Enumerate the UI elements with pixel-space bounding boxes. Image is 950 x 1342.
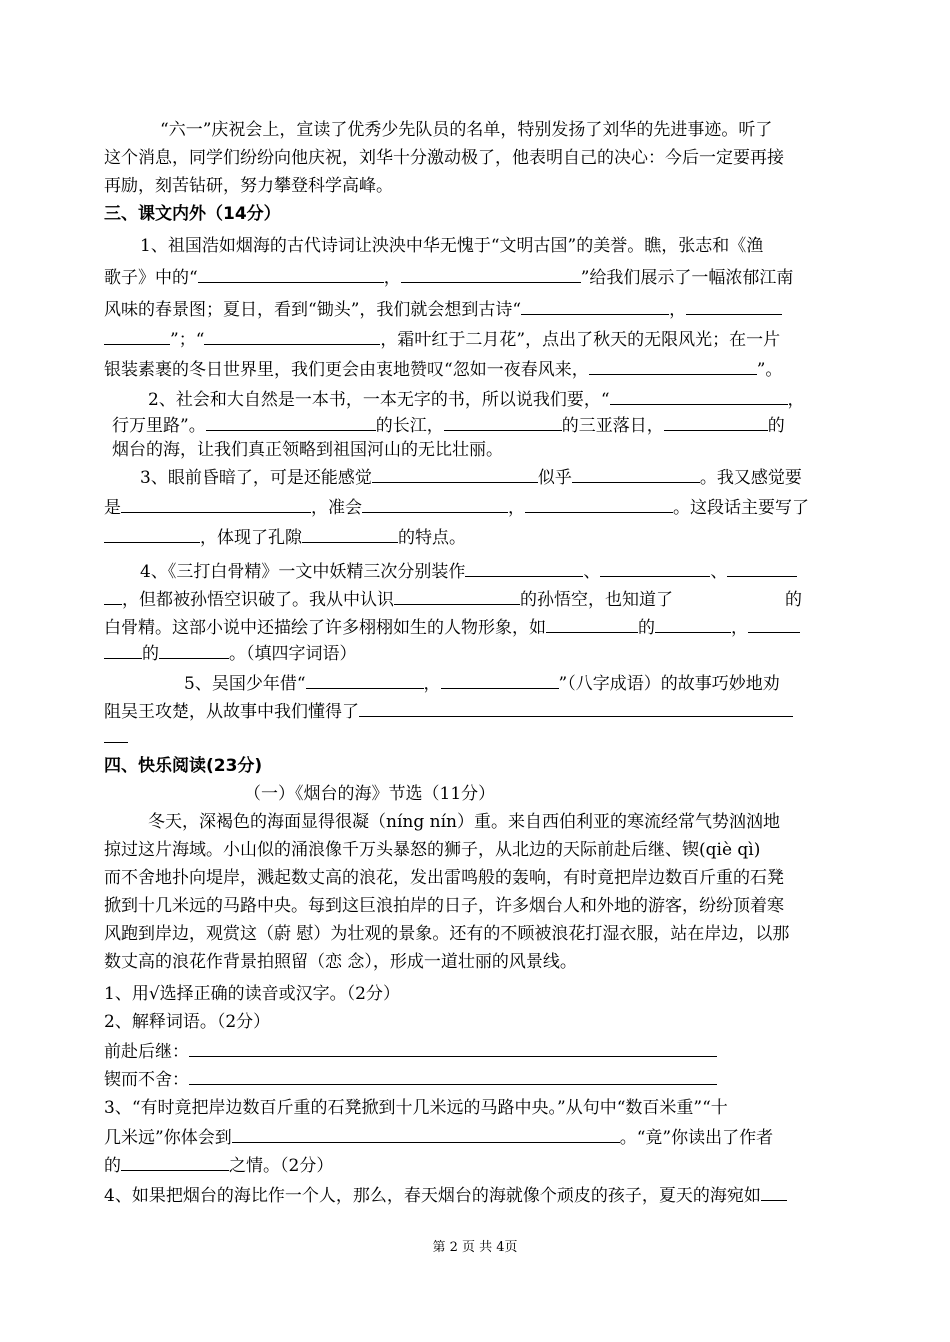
answer-blank[interactable]: [727, 556, 797, 577]
answer-blank[interactable]: [104, 722, 128, 743]
answer-blank[interactable]: [232, 1122, 620, 1143]
page-footer: 第 2 页 共 4页: [432, 1240, 518, 1255]
answer-blank[interactable]: [206, 410, 376, 431]
answer-blank[interactable]: [600, 556, 710, 577]
answer-blank[interactable]: [572, 462, 700, 483]
answer-blank[interactable]: [546, 612, 638, 633]
s3-q5-line-3: [104, 722, 128, 752]
answer-blank[interactable]: [104, 638, 142, 659]
answer-blank[interactable]: [189, 1036, 717, 1057]
s3-q3-line-1: 3、眼前昏暗了，可是还能感觉 似乎 。我又感觉要: [140, 462, 802, 492]
answer-blank[interactable]: [362, 492, 508, 513]
answer-blank[interactable]: [204, 324, 380, 345]
s3-q4-line-4: 的 。（填四字词语）: [104, 638, 357, 668]
intro-line-2: 这个消息，同学们纷纷向他庆祝，刘华十分激动极了，他表明自己的决心：今后一定要再接: [104, 148, 784, 168]
reading-para-line-5: 风跑到岸边，观赏这（蔚 慰）为壮观的景象。还有的不顾被浪花打湿衣服，站在岸边，以那: [104, 924, 790, 944]
answer-blank[interactable]: [159, 638, 229, 659]
answer-blank[interactable]: [521, 294, 669, 315]
s3-q1-line-4: ”；“ ，霜叶红于二月花”，点出了秋天的无限风光；在一片: [104, 324, 780, 354]
answer-blank[interactable]: [104, 522, 200, 543]
s4-q3-line-3: 的 之情。（2分）: [104, 1150, 333, 1180]
answer-blank[interactable]: [610, 384, 788, 405]
answer-blank[interactable]: [198, 262, 384, 283]
answer-blank[interactable]: [401, 262, 581, 283]
reading-para-line-3: 而不舍地扑向堤岸，溅起数丈高的浪花，发出雷鸣般的轰响，有时竟把岸边数百斤重的石凳: [104, 868, 784, 888]
intro-line-3: 再励，刻苦钻研，努力攀登科学高峰。: [104, 176, 393, 196]
s3-q1-line-3: 风味的春景图；夏日，看到“锄头”，我们就会想到古诗“ ，: [104, 294, 782, 324]
s4-q3-line-2: 几米远”你体会到 。“竟”你读出了作者: [104, 1122, 773, 1152]
s3-q4-line-3: 白骨精。这部小说中还描绘了许多栩栩如生的人物形象，如 的 ，: [104, 612, 800, 642]
s3-q4-line-2: ，但都被孙悟空识破了。我从中认识 的孙悟空，也知道了 的: [104, 584, 802, 614]
answer-blank[interactable]: [359, 696, 793, 717]
s4-q2-word-2: 锲而不舍：: [104, 1064, 717, 1094]
section-4-title: 四、快乐阅读(23分): [104, 756, 263, 776]
answer-blank[interactable]: [761, 1180, 787, 1201]
section-3-title: 三、课文内外（14分）: [104, 204, 281, 224]
s3-q2-line-1: 2、社会和大自然是一本书，一本无字的书，所以说我们要，“ ，: [148, 384, 805, 414]
answer-blank[interactable]: [104, 324, 170, 345]
reading-para-line-1: 冬天，深褐色的海面显得很凝（níng nín）重。来自西伯利亚的寒流经常气势汹汹地: [148, 812, 780, 832]
s3-q1-line-2: 歌子》中的“ ， ”给我们展示了一幅浓郁江南: [104, 262, 793, 292]
answer-blank[interactable]: [589, 354, 757, 375]
intro-line-1: “六一”庆祝会上，宣读了优秀少先队员的名单，特别发扬了刘华的先进事迹。听了: [160, 120, 773, 140]
s3-q5-line-1: 5、吴国少年借“ ， ”（八字成语）的故事巧妙地劝: [184, 668, 780, 698]
answer-blank[interactable]: [441, 668, 559, 689]
s3-q5-line-2: 阻吴王攻楚，从故事中我们懂得了: [104, 696, 793, 726]
s3-q3-line-3: ，体现了孔隙 的特点。: [104, 522, 466, 552]
answer-blank[interactable]: [394, 584, 520, 605]
reading-para-line-2: 掠过这片海域。小山似的涌浪像千万头暴怒的狮子，从北边的天际前赴后继、锲(qiè qì): [104, 840, 761, 860]
s4-q3-line-1: 3、“有时竟把岸边数百斤重的石凳掀到十几米远的马路中央。”从句中“数百米重”“十: [104, 1098, 728, 1118]
answer-blank[interactable]: [121, 1150, 229, 1171]
s3-q4-line-1: 4、《三打白骨精》一文中妖精三次分别装作 、 、: [140, 556, 797, 586]
answer-blank[interactable]: [748, 612, 800, 633]
s3-q2-line-2: 行万里路”。 的长江， 的三亚落日， 的: [112, 410, 785, 440]
s3-q3-line-2: 是 ，准会 ， 。这段话主要写了: [104, 492, 809, 522]
s4-q4-line-1: 4、如果把烟台的海比作一个人，那么，春天烟台的海就像个顽皮的孩子，夏天的海宛如: [104, 1180, 787, 1210]
answer-blank[interactable]: [444, 410, 562, 431]
answer-blank[interactable]: [302, 522, 398, 543]
answer-blank[interactable]: [525, 492, 673, 513]
answer-blank[interactable]: [104, 584, 122, 605]
s3-q1-line-1: 1、祖国浩如烟海的古代诗词让泱泱中华无愧于“文明古国”的美誉。瞧，张志和《渔: [140, 236, 764, 256]
answer-blank[interactable]: [655, 612, 731, 633]
s4-q2: 2、解释词语。（2分）: [104, 1012, 271, 1032]
reading-para-line-6: 数丈高的浪花作背景拍照留（恋 念），形成一道壮丽的风景线。: [104, 952, 577, 972]
answer-blank[interactable]: [686, 294, 782, 315]
s4-q1: 1、用√选择正确的读音或汉字。（2分）: [104, 984, 400, 1004]
reading-subtitle: （一）《烟台的海》节选（11分）: [244, 784, 496, 804]
answer-blank[interactable]: [189, 1064, 717, 1085]
reading-para-line-4: 掀到十几米远的马路中央。每到这巨浪拍岸的日子，许多烟台人和外地的游客，纷纷顶着寒: [104, 896, 784, 916]
answer-blank[interactable]: [465, 556, 583, 577]
s3-q1-line-5: 银装素裹的冬日世界里，我们更会由衷地赞叹“忽如一夜春风来， ”。: [104, 354, 782, 384]
s4-q2-word-1: 前赴后继：: [104, 1036, 717, 1066]
s3-q2-line-3: 烟台的海，让我们真正领略到祖国河山的无比壮丽。: [112, 440, 503, 460]
answer-blank[interactable]: [306, 668, 424, 689]
answer-blank[interactable]: [664, 410, 768, 431]
answer-blank[interactable]: [372, 462, 538, 483]
answer-blank[interactable]: [121, 492, 311, 513]
